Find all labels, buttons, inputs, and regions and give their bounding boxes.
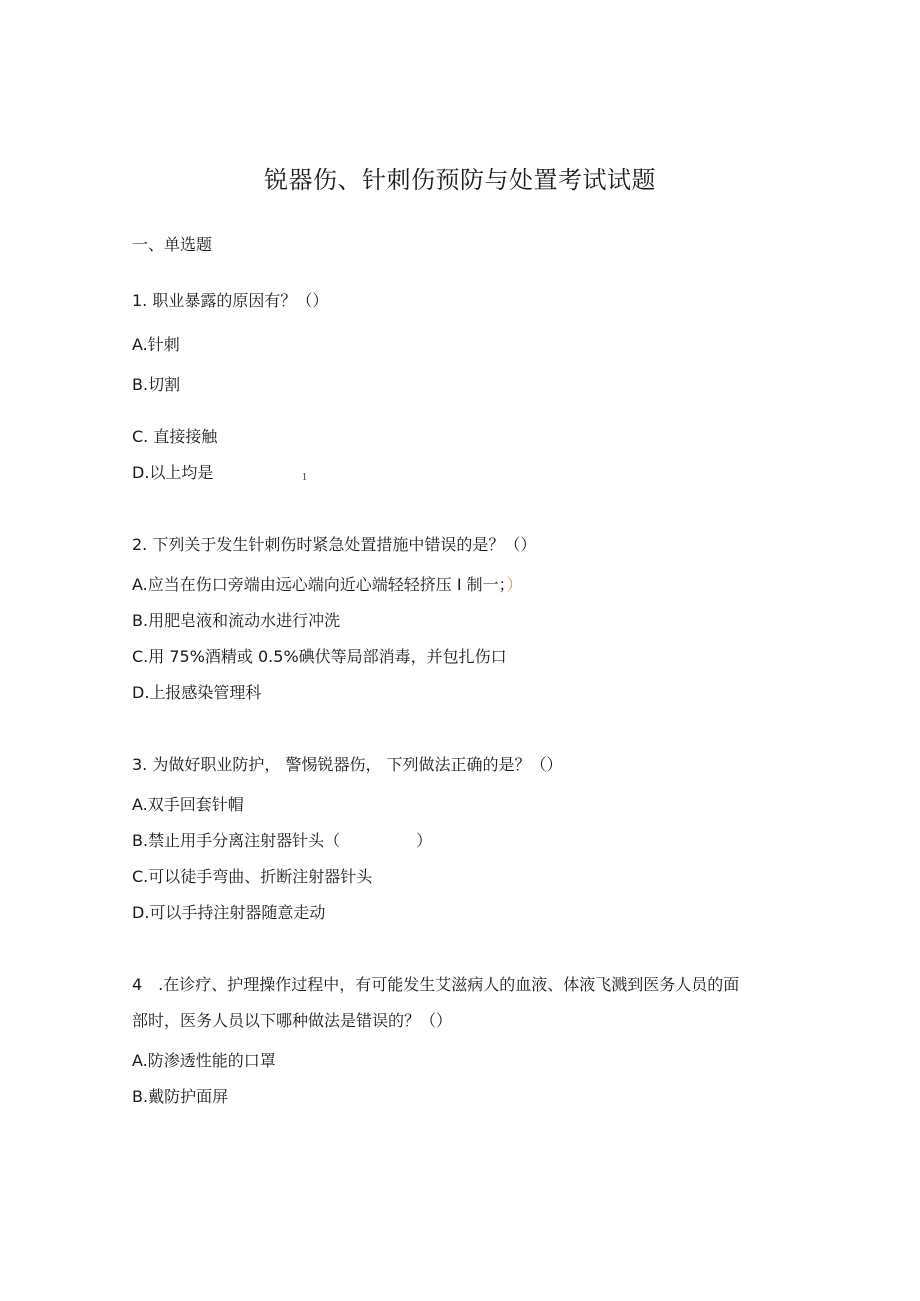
question-3-option-d: D.可以手持注射器随意走动 bbox=[132, 903, 326, 922]
question-4-stem-line-1: 4 .在诊疗、护理操作过程中，有可能发生艾滋病人的血液、体液飞溅到医务人员的面 bbox=[132, 975, 740, 994]
question-2-option-c: C.用 75%酒精或 0.5%碘伏等局部消毒，并包扎伤口 bbox=[132, 647, 507, 666]
question-3-option-b bbox=[132, 830, 432, 852]
question-2-option-a-tail: ） bbox=[506, 575, 523, 594]
question-1-option-b: B.切割 bbox=[132, 375, 181, 394]
question-3-stem: 3. 为做好职业防护， 警惕锐器伤， 下列做法正确的是？（） bbox=[132, 755, 563, 774]
question-1-option-d: D.以上均是 bbox=[132, 463, 214, 482]
question-3-option-a: A.双手回套针帽 bbox=[132, 795, 244, 814]
section-heading: 一、单选题 bbox=[132, 235, 213, 254]
question-1-option-a: A.针刺 bbox=[132, 335, 180, 354]
question-3-option-b-tail: ） bbox=[416, 831, 433, 850]
question-2-option-d: D.上报感染管理科 bbox=[132, 683, 262, 702]
question-2-option-b: B.用肥皂液和流动水进行冲洗 bbox=[132, 611, 341, 630]
question-1-option-c: C. 直接接触 bbox=[132, 427, 218, 446]
question-4-stem-line-2: 部时，医务人员以下哪种做法是错误的？（） bbox=[132, 1011, 453, 1030]
question-4-option-b: B.戴防护面屏 bbox=[132, 1087, 229, 1106]
page-mark: 1 bbox=[302, 472, 307, 483]
question-3-option-b-text: B.禁止用手分离注射器针头（ bbox=[132, 831, 341, 850]
question-3-option-c: C.可以徒手弯曲、折断注射器针头 bbox=[132, 867, 373, 886]
question-1-stem: 1. 职业暴露的原因有？（） bbox=[132, 291, 329, 310]
question-4-option-a: A.防渗透性能的口罩 bbox=[132, 1051, 276, 1070]
question-2-option-a-text: A.应当在伤口旁端由远心端向近心端轻轻挤压 I 制一； bbox=[132, 575, 507, 594]
question-2-option-a bbox=[132, 574, 523, 596]
question-2-stem: 2. 下列关于发生针刺伤时紧急处置措施中错误的是？（） bbox=[132, 535, 537, 554]
document-title: 锐器伤、针刺伤预防与处置考试试题 bbox=[264, 166, 656, 194]
